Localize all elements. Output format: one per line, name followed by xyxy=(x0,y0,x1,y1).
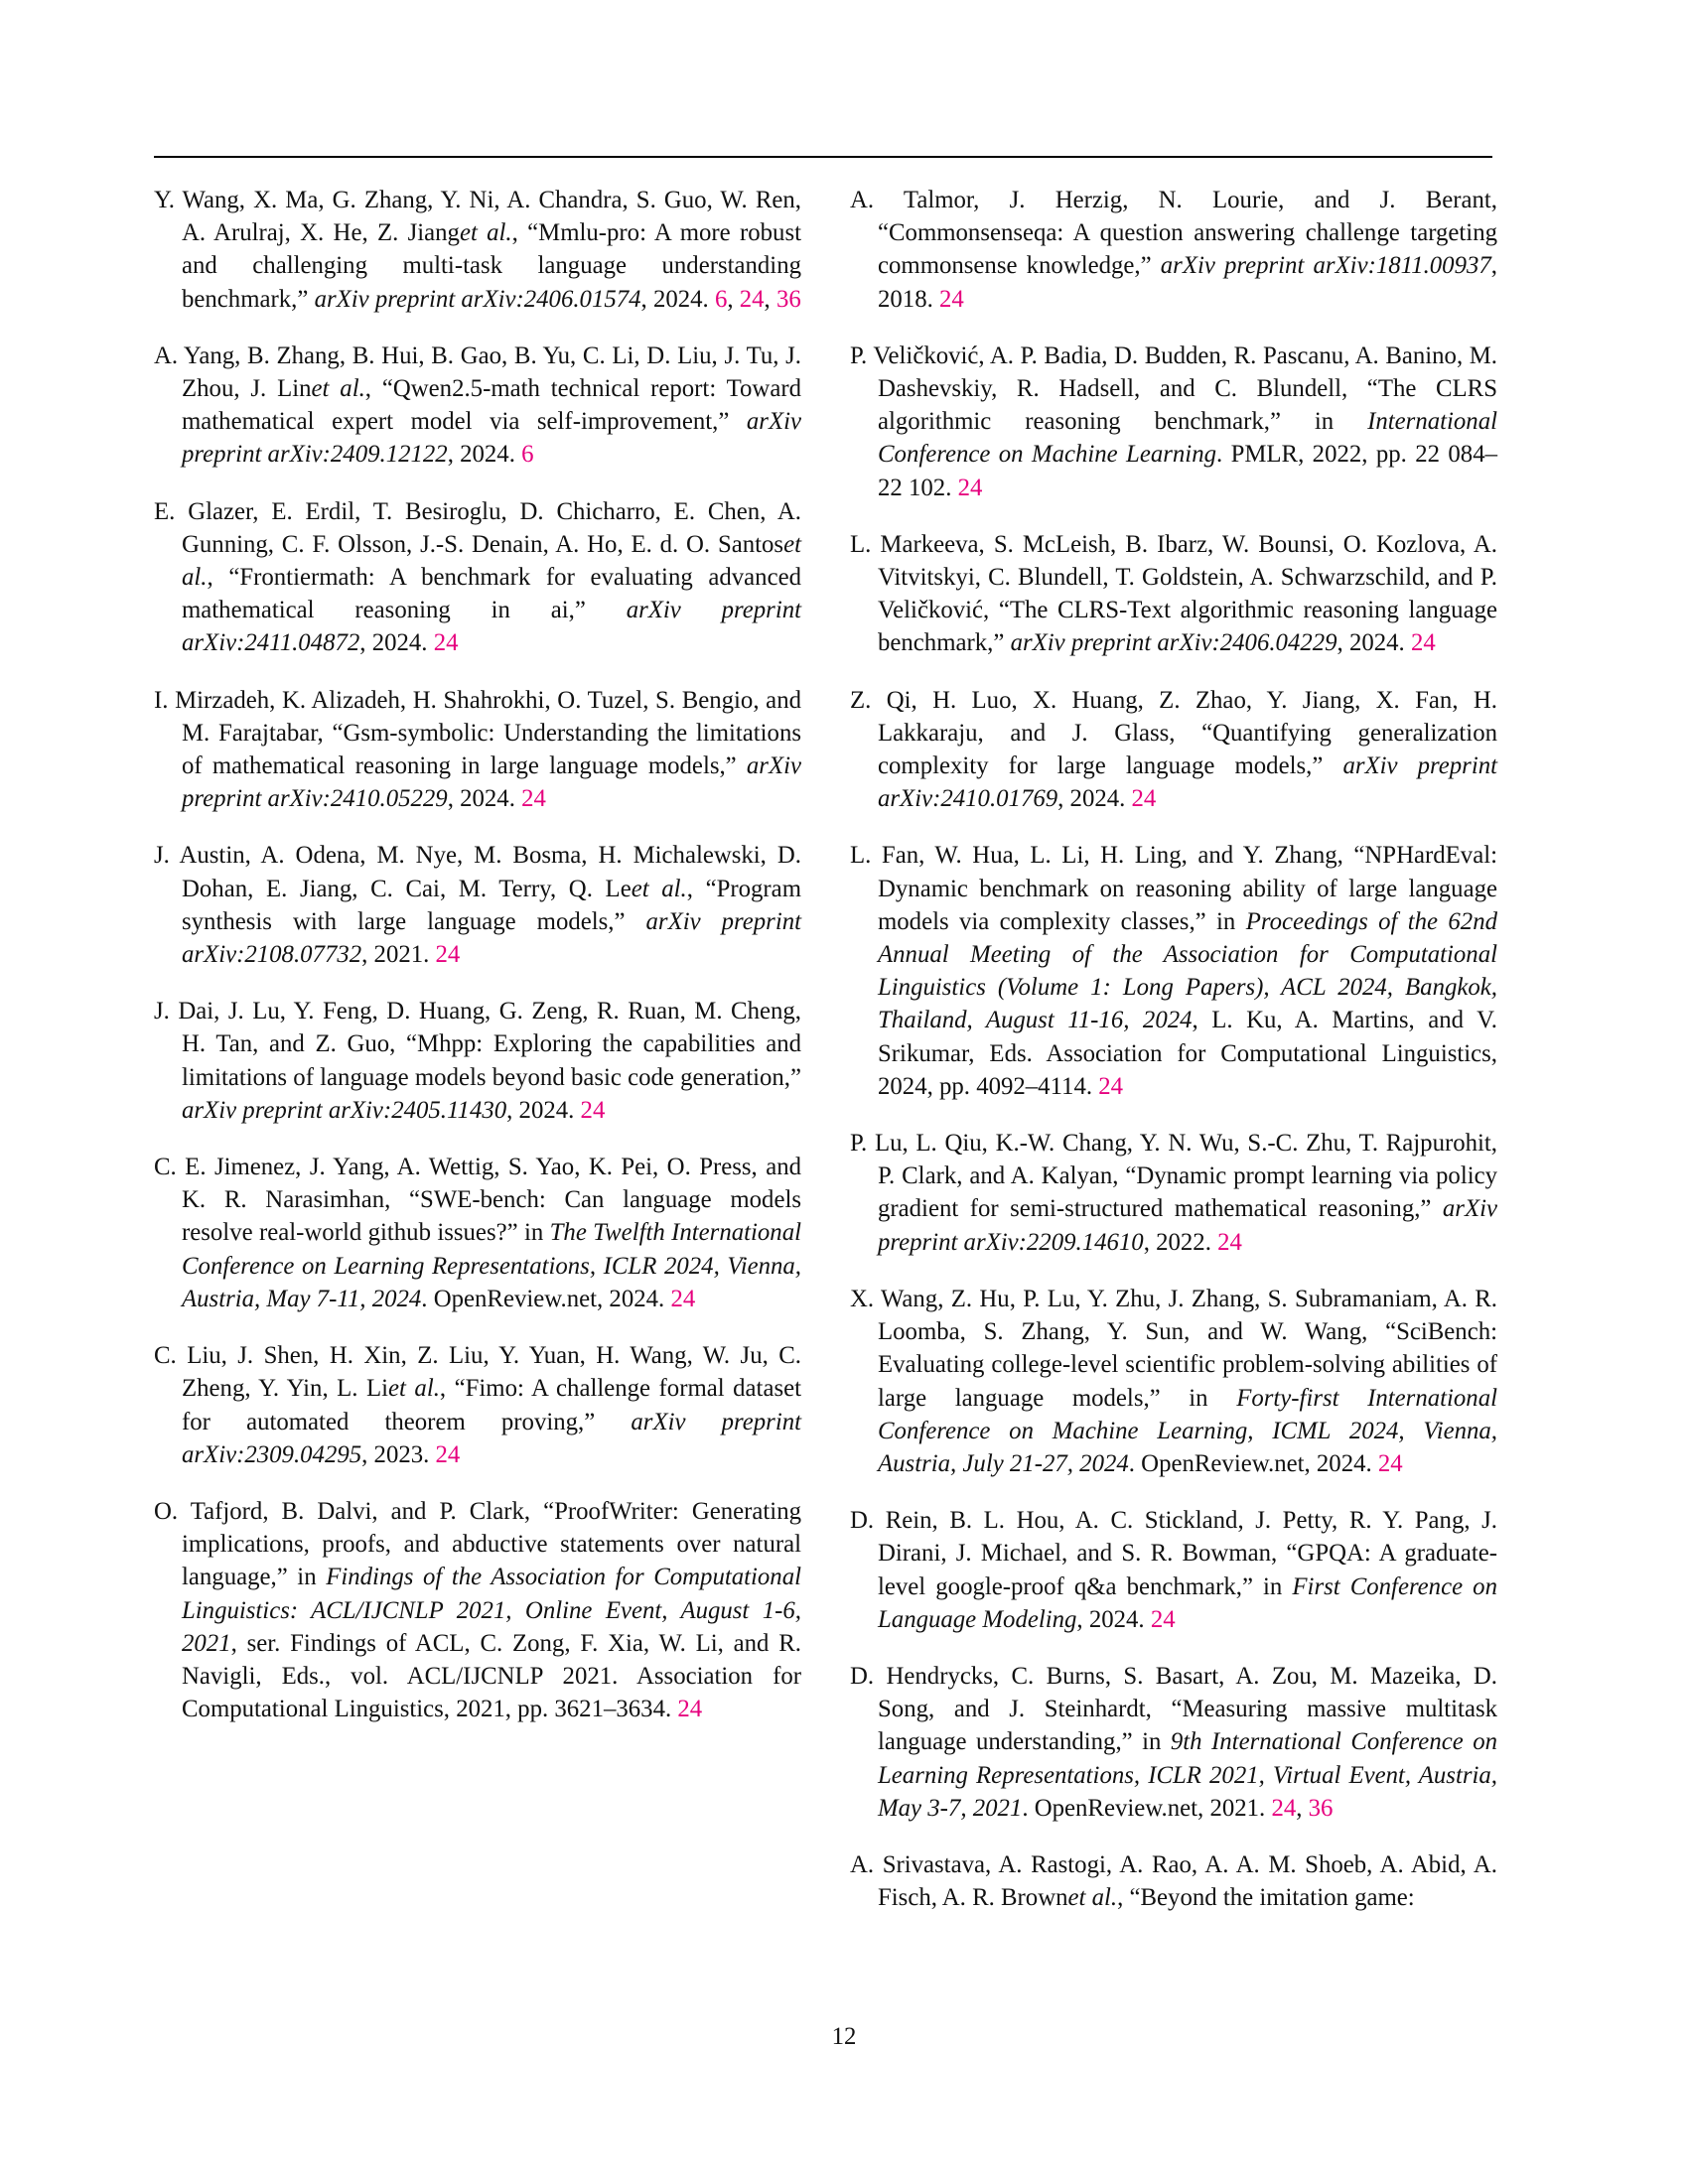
reference-authors: I. Mirzadeh, K. Alizadeh, H. Shahrokhi, O. Tuzel, S. Bengio, and M. Farajtabar, “Gsm-symbolic: Understanding the limitations of mathematical reasoning in large language models,” xyxy=(154,686,801,780)
reference-tail: , 2024. xyxy=(447,785,522,813)
reference-entry xyxy=(154,1339,801,1471)
backref-page-link[interactable]: 24 xyxy=(1217,1228,1242,1256)
reference-venue: The Twelfth International Conference on Learning Representations, ICLR 2024, Vienna, Austria, May 7-11, 2024 xyxy=(182,1219,801,1312)
reference-venue: arXiv preprint arXiv:2409.12122 xyxy=(182,408,801,469)
reference-venue: arXiv preprint arXiv:1811.00937 xyxy=(1160,252,1491,280)
reference-tail: . OpenReview.net, 2024. xyxy=(1128,1449,1378,1477)
reference-authors: P. Veličković, A. P. Badia, D. Budden, R. Pascanu, A. Banino, M. Dashevskiy, R. Hadsell, and C. Blundell, “The CLRS algorithmic reasoning benchmark,” in xyxy=(850,341,1497,436)
reference-entry: D. Hendrycks, C. Burns, S. Basart, A. Zou, M. Mazeika, D. Song, and J. Steinhardt, “Measuring massive multitask language understanding,” in 9th International Conference on Learning Representations, ICLR 2021, Virtual Event, Austria, May 3-7, 2021. OpenReview.net, 2021. 24, 36 xyxy=(850,1662,1497,1822)
reference-title: , “Qwen2.5-math technical report: Toward mathematical expert model via self-improvement,” xyxy=(182,375,801,436)
reference-authors: E. Glazer, E. Erdil, T. Besiroglu, D. Chicharro, E. Chen, A. Gunning, C. F. Olsson, J.-S. Denain, A. Ho, E. d. O. Santos xyxy=(154,497,801,558)
backref-page-link[interactable]: 24 xyxy=(1410,629,1436,657)
backref-page-link[interactable]: 24 xyxy=(1377,1449,1403,1477)
reference-tail: , 2024. xyxy=(640,285,715,313)
reference-etal: et al. xyxy=(631,875,687,902)
reference-authors: C. E. Jimenez, J. Yang, A. Wettig, S. Yao, K. Pei, O. Press, and K. R. Narasimhan, “SWE-bench: Can language models resolve real-world github issues?” in xyxy=(154,1154,801,1247)
reference-venue: arXiv preprint arXiv:2411.04872 xyxy=(182,597,801,657)
reference-venue: arXiv preprint arXiv:2108.07732 xyxy=(182,907,801,969)
reference-entry xyxy=(850,1848,1497,1914)
reference-venue: arXiv preprint arXiv:2406.04229 xyxy=(1010,629,1337,657)
reference-entry xyxy=(154,495,801,660)
reference-authors: D. Rein, B. L. Hou, A. C. Stickland, J. Petty, R. Y. Pang, J. Dirani, J. Michael, and S. R. Bowman, “GPQA: A graduate-level google-proof q&a benchmark,” in xyxy=(850,1507,1497,1600)
reference-tail: , 2024. xyxy=(506,1096,581,1124)
reference-venue: Forty-first International Conference on Machine Learning, ICML 2024, Vienna, Austria, July 21-27, 2024 xyxy=(878,1384,1497,1477)
reference-entry xyxy=(154,340,801,472)
header-rule xyxy=(154,156,1492,158)
right-column xyxy=(850,184,1497,1938)
reference-authors: J. Austin, A. Odena, M. Nye, M. Bosma, H. Michalewski, D. Dohan, E. Jiang, C. Cai, M. Terry, Q. Le xyxy=(154,842,801,902)
reference-entry xyxy=(154,684,801,816)
reference-tail: . OpenReview.net, 2021. xyxy=(1022,1794,1272,1822)
reference-entry xyxy=(850,1283,1497,1480)
reference-authors: Z. Qi, H. Luo, X. Huang, Z. Zhao, Y. Jiang, X. Fan, H. Lakkaraju, and J. Glass, “Quantifying generalization complexity for large language models,” xyxy=(850,686,1497,780)
reference-entry xyxy=(154,995,801,1127)
backref-page-link[interactable]: 24 xyxy=(1131,785,1157,813)
backref-page-link[interactable]: 24 xyxy=(739,285,765,313)
reference-venue: Proceedings of the 62nd Annual Meeting of the Association for Computational Linguistics (Volume 1: Long Papers), ACL 2024, Bangkok, Thailand, August 11-16, 2024 xyxy=(878,907,1497,1034)
backref-page-link[interactable]: 24 xyxy=(521,785,546,813)
reference-venue: arXiv preprint arXiv:2209.14610 xyxy=(878,1195,1497,1256)
reference-tail: , 2024. xyxy=(1336,629,1411,657)
reference-tail: , 2018. xyxy=(878,252,1497,313)
backref-page-link[interactable]: 24 xyxy=(957,474,983,501)
reference-entry xyxy=(850,1127,1497,1259)
reference-entry xyxy=(850,528,1497,660)
reference-authors: A. Yang, B. Zhang, B. Hui, B. Gao, B. Yu, C. Li, D. Liu, J. Tu, J. Zhou, J. Lin xyxy=(154,341,801,403)
reference-venue: arXiv preprint arXiv:2410.01769 xyxy=(878,752,1497,813)
reference-tail: , 2024. xyxy=(359,629,434,657)
reference-tail: , 2021. xyxy=(361,941,436,969)
reference-venue: arXiv preprint arXiv:2405.11430 xyxy=(182,1096,507,1124)
backref-page-link[interactable]: 24 xyxy=(939,285,964,313)
reference-entry xyxy=(154,1495,801,1725)
reference-venue: arXiv preprint arXiv:2410.05229 xyxy=(182,752,801,813)
reference-authors: A. Srivastava, A. Rastogi, A. Rao, A. A. M. Shoeb, A. Abid, A. Fisch, A. R. Brown xyxy=(850,1850,1497,1912)
reference-authors: A. Talmor, J. Herzig, N. Lourie, and J. Berant, “Commonsenseqa: A question answering challenge targeting commonsense knowledge,” xyxy=(850,187,1497,280)
backref-page-link[interactable]: 6 xyxy=(521,441,534,469)
reference-entry: Y. Wang, X. Ma, G. Zhang, Y. Ni, A. Chandra, S. Guo, W. Ren, A. Arulraj, X. He, Z. Jianget al., “Mmlu-pro: A more robust and challenging multi-task language understanding benchmark,” arXiv preprint arXiv:2406.01574, 2024. 6, 24, 36 xyxy=(154,187,801,313)
reference-etal: et al. xyxy=(459,219,512,247)
reference-authors: J. Dai, J. Lu, Y. Feng, D. Huang, G. Zeng, R. Ruan, M. Cheng, H. Tan, and Z. Guo, “Mhpp: Exploring the capabilities and limitations of language models beyond basic code generation,” xyxy=(154,998,801,1091)
reference-venue: First Conference on Language Modeling xyxy=(878,1572,1497,1633)
reference-venue: 9th International Conference on Learning Representations, ICLR 2021, Virtual Event, Austria, May 3-7, 2021 xyxy=(878,1728,1497,1822)
reference-authors: Y. Wang, X. Ma, G. Zhang, Y. Ni, A. Chandra, S. Guo, W. Ren, A. Arulraj, X. He, Z. Jiang xyxy=(154,187,801,247)
reference-title: , “Program synthesis with large language models,” xyxy=(182,875,801,935)
reference-authors: L. Markeeva, S. McLeish, B. Ibarz, W. Bounsi, O. Kozlova, A. Vitvitskyi, C. Blundell, T. Goldstein, A. Schwarzschild, and P. Veličković, “The CLRS-Text algorithmic reasoning language benchmark,” xyxy=(850,530,1497,657)
reference-entry xyxy=(850,1504,1497,1636)
reference-authors: P. Lu, L. Qiu, K.-W. Chang, Y. N. Wu, S.-C. Zhu, T. Rajpurohit, P. Clark, and A. Kalyan, “Dynamic prompt learning via policy gradient for semi-structured mathematical reasoning,” xyxy=(850,1130,1497,1223)
backref-page-link[interactable]: 24 xyxy=(580,1096,606,1124)
backref-page-link[interactable]: 36 xyxy=(1308,1794,1334,1822)
reference-authors: O. Tafjord, B. Dalvi, and P. Clark, “ProofWriter: Generating implications, proofs, and abductive statements over natural language,” in xyxy=(154,1497,801,1591)
reference-tail: . OpenReview.net, 2024. xyxy=(421,1285,671,1312)
reference-etal: et al. xyxy=(182,530,801,592)
reference-tail: , 2024. xyxy=(1057,785,1132,813)
reference-tail: . PMLR, 2022, pp. 22 084–22 102. xyxy=(878,441,1497,501)
reference-title: , “Fimo: A challenge formal dataset for automated theorem proving,” xyxy=(182,1375,801,1435)
reference-tail: , 2024. xyxy=(447,441,522,469)
backref-page-link[interactable]: 24 xyxy=(435,1440,461,1468)
reference-venue: Findings of the Association for Computational Linguistics: ACL/IJCNLP 2021, Online Event, August 1-6, 2021 xyxy=(182,1564,801,1657)
reference-etal: et al. xyxy=(1067,1884,1118,1912)
backref-page-link[interactable]: 24 xyxy=(433,629,459,657)
reference-entry xyxy=(154,839,801,971)
reference-entry xyxy=(850,340,1497,504)
reference-authors: L. Fan, W. Hua, L. Li, H. Ling, and Y. Zhang, “NPHardEval: Dynamic benchmark on reasoning ability of large language models via complexity classes,” in xyxy=(850,842,1497,935)
reference-venue: arXiv preprint arXiv:2309.04295 xyxy=(182,1408,801,1468)
reference-title: , “Frontiermath: A benchmark for evaluating advanced mathematical reasoning in ai,” xyxy=(182,564,801,624)
reference-entry xyxy=(850,184,1497,316)
page-number: 12 xyxy=(831,2023,857,2050)
backref-page-link[interactable]: 24 xyxy=(1271,1794,1297,1822)
reference-venue: arXiv preprint arXiv:2406.01574 xyxy=(314,285,641,313)
backref-page-link[interactable]: 24 xyxy=(435,941,461,969)
backref-page-link[interactable]: 24 xyxy=(1098,1072,1124,1100)
left-column xyxy=(154,184,801,1749)
reference-authors: C. Liu, J. Shen, H. Xin, Z. Liu, Y. Yuan, H. Wang, W. Ju, C. Zheng, Y. Yin, L. Li xyxy=(154,1342,801,1403)
reference-authors: D. Hendrycks, C. Burns, S. Basart, A. Zou, M. Mazeika, D. Song, and J. Steinhardt, “Measuring massive multitask language understanding,” in xyxy=(850,1662,1497,1756)
backref-page-link[interactable]: 24 xyxy=(670,1285,696,1312)
reference-tail: , 2023. xyxy=(361,1440,436,1468)
reference-tail: , 2024. xyxy=(1076,1605,1151,1633)
reference-tail: , 2022. xyxy=(1143,1228,1218,1256)
backref-page-link[interactable]: 24 xyxy=(1150,1605,1176,1633)
reference-venue: International Conference on Machine Learning xyxy=(878,408,1497,469)
backref-page-link[interactable]: 36 xyxy=(775,285,801,313)
reference-etal: et al. xyxy=(388,1375,440,1403)
reference-entry xyxy=(850,839,1497,1103)
reference-authors: X. Wang, Z. Hu, P. Lu, Y. Zhu, J. Zhang, S. Subramaniam, A. R. Loomba, S. Zhang, Y. Sun, and W. Wang, “SciBench: Evaluating college-level scientific problem-solving abilities of large language models,” in xyxy=(850,1285,1497,1412)
backref-page-link[interactable]: 6 xyxy=(714,285,728,313)
reference-etal: et al. xyxy=(311,375,365,403)
reference-entry xyxy=(154,1151,801,1315)
backref-page-link[interactable]: 24 xyxy=(677,1696,703,1723)
reference-tail: , ser. Findings of ACL, C. Zong, F. Xia, W. Li, and R. Navigli, Eds., vol. ACL/IJCNLP 2021. Association for Computational Linguistics, 2021, pp. 3621–3634. xyxy=(182,1629,801,1723)
reference-title: , “Beyond the imitation game: xyxy=(1117,1884,1415,1912)
reference-entry xyxy=(850,684,1497,816)
reference-tail: , L. Ku, A. Martins, and V. Srikumar, Eds. Association for Computational Linguistics, 2024, pp. 4092–4114. xyxy=(878,1007,1497,1100)
reference-title: , “Mmlu-pro: A more robust and challenging multi-task language understanding benchmark,” xyxy=(182,219,801,313)
